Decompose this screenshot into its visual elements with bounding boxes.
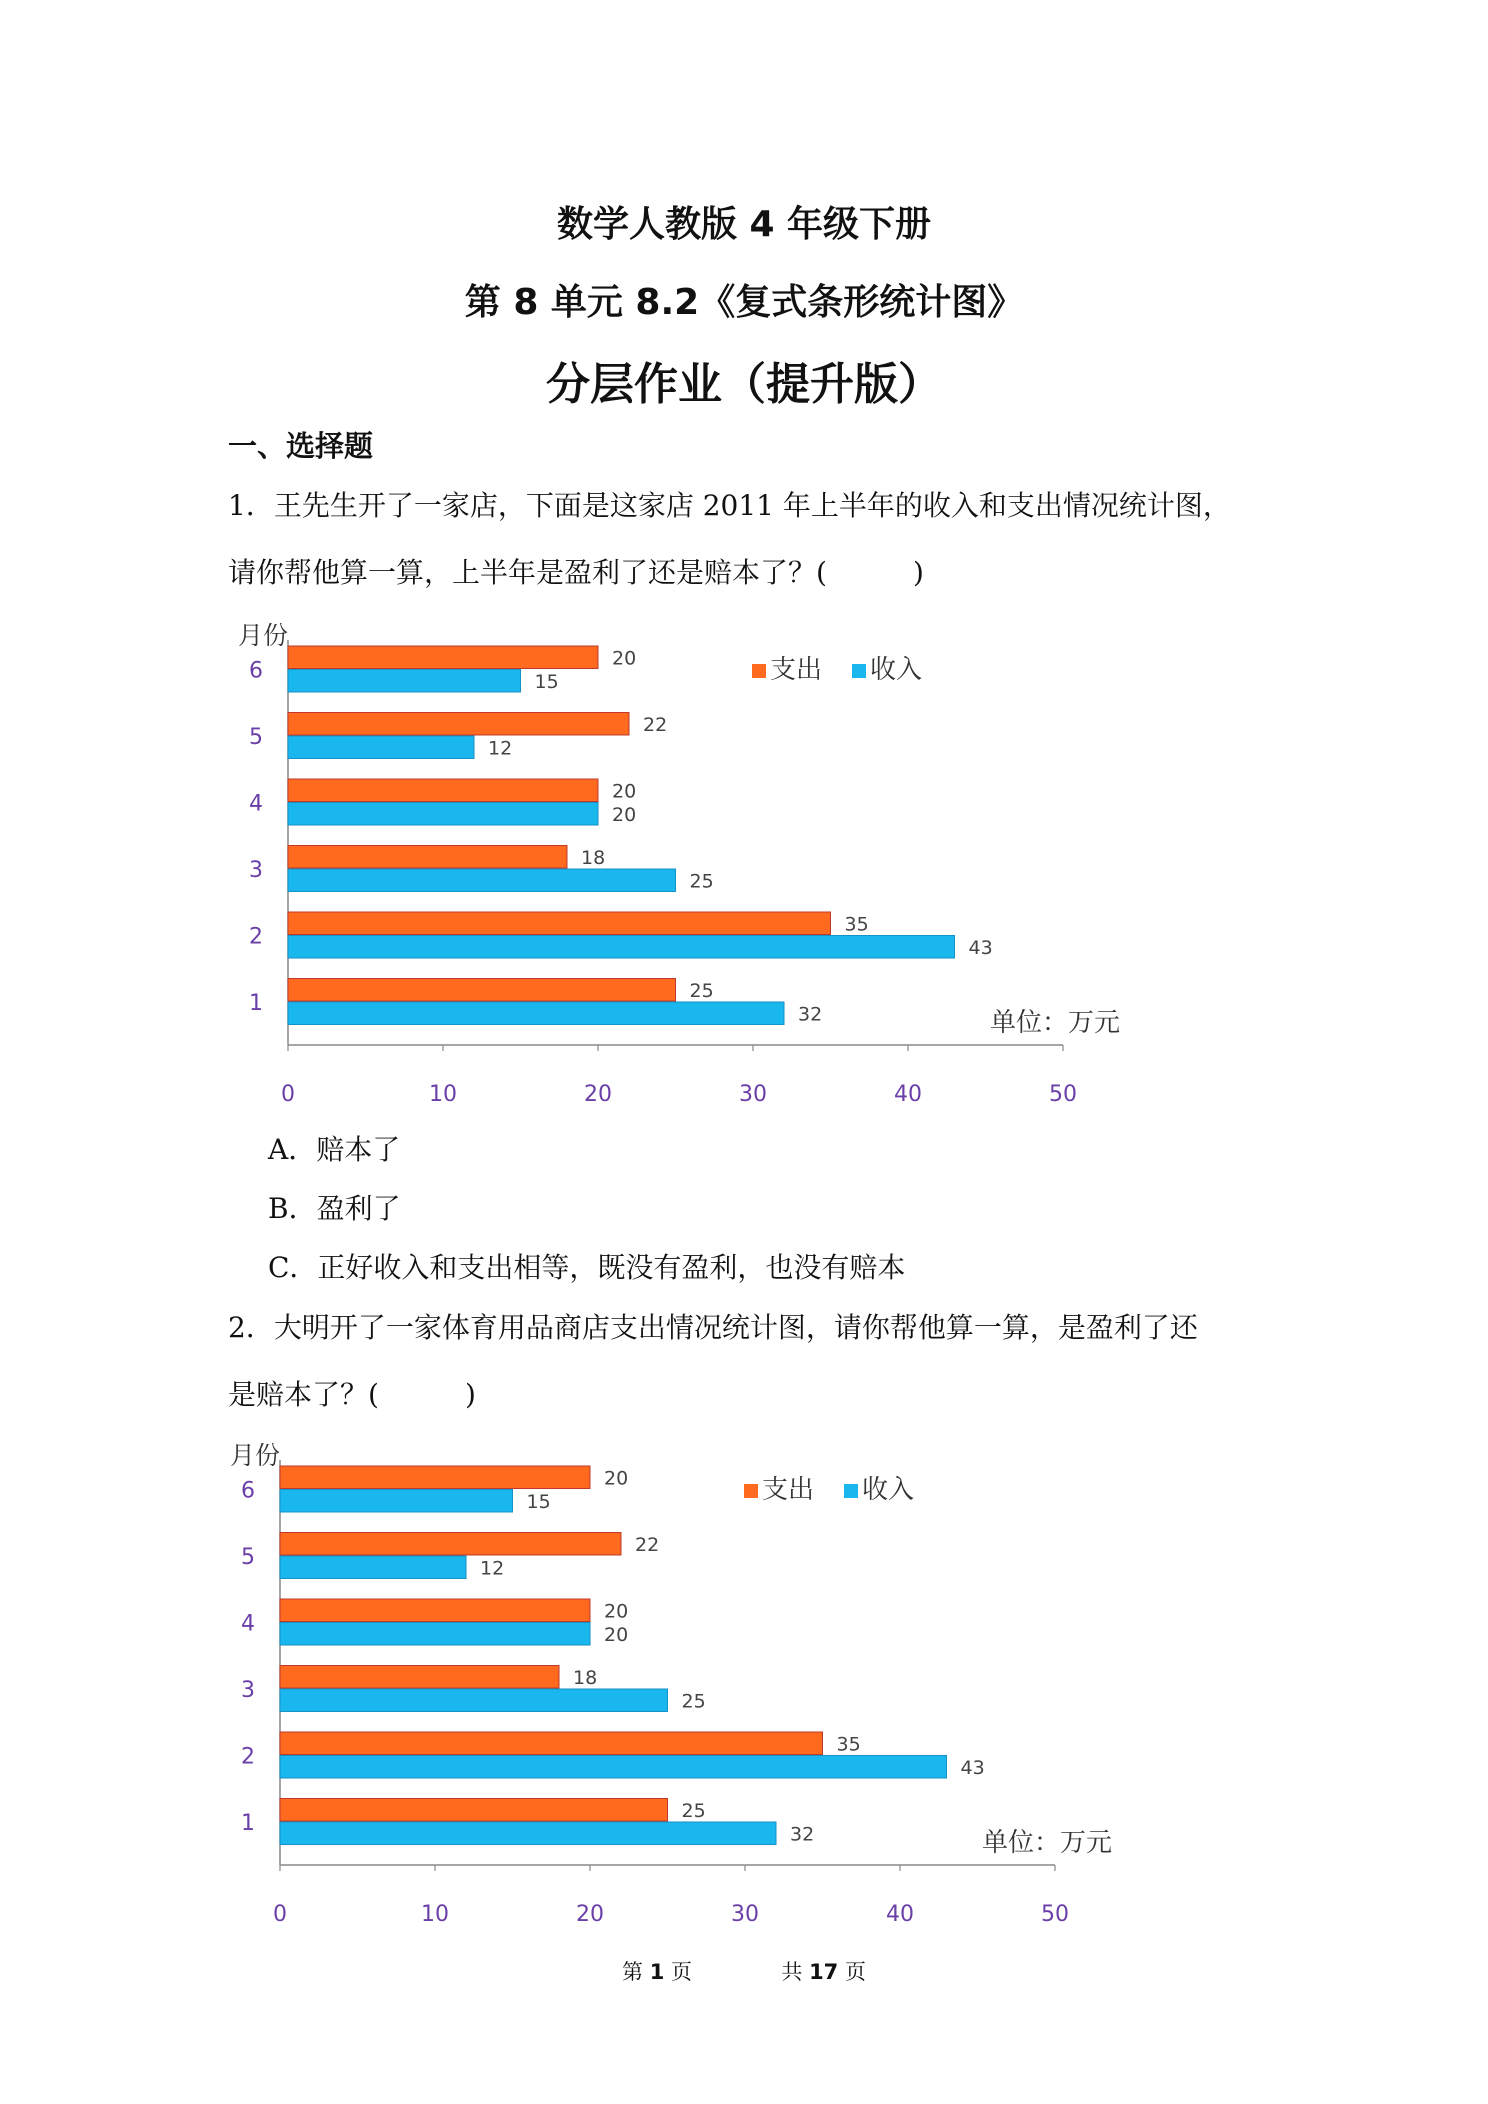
x-tick-label: 20 (584, 1082, 612, 1107)
bar-expense (288, 779, 598, 802)
x-tick-label: 10 (421, 1902, 449, 1927)
document-title: 数学人教版 4 年级下册 (556, 204, 932, 245)
unit-title: 第 8 单元 8.2《复式条形统计图》 (464, 282, 1024, 323)
y-axis-label: 月份 (238, 621, 289, 650)
bar-expense (280, 1466, 590, 1489)
bar-income (288, 1002, 784, 1025)
data-label: 20 (604, 1624, 629, 1646)
data-label: 32 (798, 1003, 823, 1026)
bar-expense (288, 979, 676, 1002)
bar-chart-2 (220, 1440, 1160, 1940)
bar-expense (288, 846, 567, 869)
bar-income (280, 1556, 466, 1579)
y-tick-label: 6 (241, 1478, 255, 1504)
footer-total-pages: 17 (809, 1960, 839, 1984)
y-axis-label: 月份 (230, 1441, 281, 1470)
y-tick-label: 3 (249, 858, 263, 883)
footer-page-number: 1 (649, 1960, 665, 1984)
data-label: 15 (534, 671, 559, 693)
question-1-text-line2 (228, 551, 924, 591)
unit-label: 单位：万元 (982, 1828, 1113, 1858)
x-tick-label: 40 (894, 1082, 922, 1107)
section-title: 一、选择题 (228, 429, 374, 463)
x-tick-label: 50 (1049, 1082, 1077, 1107)
x-tick-label: 0 (273, 1902, 287, 1927)
bar-expense (280, 1666, 559, 1689)
data-label: 20 (612, 804, 637, 826)
data-label: 12 (488, 737, 513, 760)
x-tick-label: 20 (576, 1902, 604, 1927)
data-label: 35 (844, 913, 869, 936)
footer-total-prefix: 共 (781, 1960, 803, 1984)
bar-income (280, 1689, 668, 1712)
bar-expense (288, 646, 598, 669)
footer-page-suffix: 页 (671, 1960, 692, 1984)
data-label: 22 (635, 1534, 660, 1556)
data-label: 25 (689, 870, 714, 893)
question-1-paren-close: ) (912, 556, 924, 589)
bar-expense (280, 1732, 823, 1755)
question-2-text-line1: 2．大明开了一家体育用品商店支出情况统计图，请你帮他算一算，是盈利了还 (228, 1311, 1198, 1344)
data-label: 20 (604, 1600, 629, 1623)
footer-page-prefix: 第 (622, 1960, 643, 1984)
bar-income (280, 1756, 947, 1779)
data-label: 35 (836, 1733, 861, 1756)
data-label: 12 (480, 1557, 505, 1580)
y-tick-label: 3 (241, 1678, 255, 1703)
x-tick-label: 10 (429, 1082, 457, 1107)
bar-income (280, 1623, 590, 1646)
question-1-prompt: 请你帮他算一算，上半年是盈利了还是赔本了？( (228, 556, 827, 589)
data-label: 43 (960, 1757, 985, 1779)
data-label: 25 (689, 980, 714, 1002)
data-label: 18 (573, 1667, 598, 1689)
legend-label: 收入 (862, 1475, 915, 1505)
legend-label: 收入 (870, 655, 923, 685)
question-1-text-line1: 1．王先生开了一家店，下面是这家店 2011 年上半年的收入和支出情况统计图， (228, 489, 1231, 522)
data-label: 20 (604, 1467, 629, 1490)
y-tick-label: 1 (241, 1811, 255, 1836)
option-a: A．赔本了 (268, 1133, 401, 1166)
x-tick-label: 40 (886, 1902, 914, 1927)
x-tick-label: 30 (739, 1082, 767, 1107)
bar-expense (280, 1599, 590, 1622)
data-label: 43 (968, 937, 993, 959)
x-tick-label: 30 (731, 1902, 759, 1927)
bar-income (288, 803, 598, 826)
x-tick-label: 0 (281, 1082, 295, 1107)
unit-label: 单位：万元 (990, 1008, 1121, 1038)
y-tick-label: 1 (249, 991, 263, 1016)
data-label: 15 (526, 1491, 551, 1513)
y-tick-label: 2 (249, 924, 263, 950)
option-c: C．正好收入和支出相等，既没有盈利，也没有赔本 (268, 1251, 906, 1284)
bar-expense (288, 912, 831, 935)
option-b: B．盈利了 (268, 1192, 401, 1225)
page-footer (0, 1956, 1488, 1986)
data-label: 25 (681, 1690, 706, 1713)
y-tick-label: 4 (249, 791, 263, 817)
legend-swatch (852, 664, 866, 678)
data-label: 20 (612, 647, 637, 670)
y-tick-label: 2 (241, 1744, 255, 1770)
bar-expense (280, 1533, 621, 1556)
bar-income (288, 736, 474, 759)
y-tick-label: 6 (249, 658, 263, 684)
bar-chart-1 (228, 620, 1168, 1120)
bar-income (288, 936, 955, 959)
legend-swatch (752, 664, 766, 678)
legend-label: 支出 (762, 1475, 815, 1505)
data-label: 20 (612, 780, 637, 803)
question-2-text-line2 (228, 1373, 476, 1413)
y-tick-label: 4 (241, 1611, 255, 1637)
question-2-paren-close: ) (464, 1378, 476, 1411)
bar-income (288, 670, 521, 693)
legend-swatch (744, 1484, 758, 1498)
bar-income (280, 1490, 513, 1513)
worksheet-title: 分层作业（提升版） (546, 359, 942, 410)
bar-income (280, 1822, 776, 1845)
bar-income (288, 869, 676, 892)
data-label: 18 (581, 847, 606, 869)
data-label: 25 (681, 1800, 706, 1822)
data-label: 22 (643, 714, 668, 736)
y-tick-label: 5 (241, 1545, 255, 1570)
data-label: 32 (790, 1823, 815, 1846)
footer-total-suffix: 页 (844, 1960, 866, 1984)
question-2-prompt: 是赔本了？( (228, 1378, 379, 1411)
legend-swatch (844, 1484, 858, 1498)
bar-expense (280, 1799, 668, 1822)
y-tick-label: 5 (249, 725, 263, 750)
x-tick-label: 50 (1041, 1902, 1069, 1927)
legend-label: 支出 (770, 655, 823, 685)
bar-expense (288, 713, 629, 736)
